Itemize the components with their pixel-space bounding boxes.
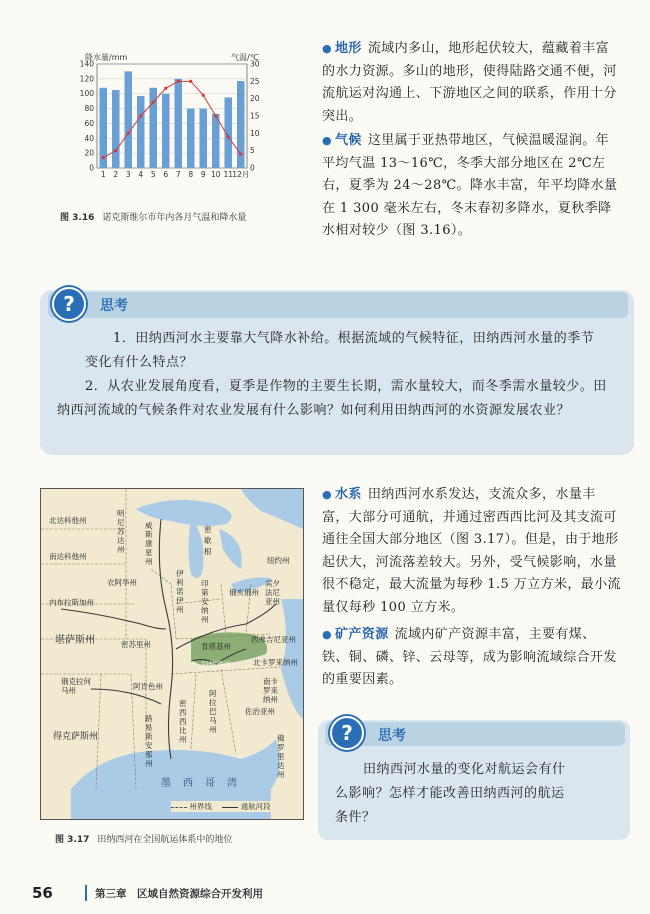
figure-316-title: 诺克斯维尔市年内各月气温和降水量 bbox=[102, 213, 247, 223]
bullet-icon: ● bbox=[322, 628, 332, 641]
state-label: 南达科他州 bbox=[49, 552, 87, 561]
temperature-point bbox=[214, 114, 217, 117]
climate-chart bbox=[75, 50, 275, 200]
state-label: 路易斯安那州 bbox=[145, 714, 153, 768]
x-tick-label: 2 bbox=[113, 170, 119, 179]
water-text: 田纳西河水系发达，支流众多，水量丰富，大部分可通航，并通过密西西比河及其支流可通往全国大部分地区（图 3.17）。但是，由于地形起伏大，河流落差较大。另外，受气候影响，水量很不稳定，最大流量为每秒 1.5 万立方米，最小流量仅每秒 100 立方米。 bbox=[322, 487, 621, 615]
chapter-title: 第三章 区域自然资源综合开发利用 bbox=[95, 888, 263, 900]
figure-317-title: 田纳西河在全国航运体系中的地位 bbox=[97, 835, 233, 845]
x-tick-label: 10 bbox=[210, 170, 221, 179]
temperature-point bbox=[152, 101, 155, 104]
x-tick-label: 11 bbox=[223, 170, 234, 179]
state-label: 内布拉斯加州 bbox=[49, 598, 94, 607]
temperature-point bbox=[227, 135, 230, 138]
state-label: 纽约州 bbox=[267, 556, 290, 565]
map-legend bbox=[171, 801, 271, 812]
right-tick-label: 30 bbox=[250, 59, 260, 69]
left-tick-label: 140 bbox=[79, 59, 94, 69]
state-label: 衣阿华州 bbox=[107, 578, 137, 587]
state-label: 俄克拉何马州 bbox=[61, 677, 91, 695]
bullet-icon: ● bbox=[322, 488, 332, 501]
precipitation-bar bbox=[187, 109, 195, 168]
state-label: 宾夕法尼亚州 bbox=[265, 579, 280, 606]
map-graphic bbox=[41, 489, 303, 819]
x-tick-label: 3 bbox=[125, 170, 131, 179]
right-tick-label: 10 bbox=[250, 128, 260, 138]
right-tick-label: 25 bbox=[250, 76, 260, 86]
state-label: 佐治亚州 bbox=[245, 707, 275, 716]
chart-right-axis-label: 气温/℃ bbox=[231, 53, 259, 62]
x-tick-label: 1 bbox=[100, 170, 106, 179]
footer-divider bbox=[85, 885, 87, 901]
x-tick-label: 4 bbox=[138, 170, 144, 179]
mineral-section bbox=[322, 624, 622, 692]
left-tick-label: 100 bbox=[79, 89, 94, 99]
state-label: 俄亥俄州 bbox=[229, 588, 259, 597]
figure-316-caption bbox=[60, 210, 246, 223]
think-box-1-title: 思考 bbox=[100, 298, 128, 314]
terrain-text: 流域内多山，地形起伏较大，蕴藏着丰富的水力资源。多山的地形，使得陆路交通不便，河流航运对沟通上、下游地区之间的联系，作用十分突出。 bbox=[322, 41, 617, 124]
temperature-point bbox=[239, 153, 242, 156]
left-tick-label: 80 bbox=[84, 104, 94, 114]
figure-317-caption bbox=[55, 832, 232, 845]
left-tick-label: 120 bbox=[79, 74, 94, 84]
think-question: 田纳西河水量的变化对航运会有什么影响？怎样才能改善田纳西河的航运条件？ bbox=[335, 762, 566, 825]
temperature-point bbox=[164, 87, 167, 90]
state-label: 威斯康星州 bbox=[145, 521, 153, 566]
temperature-point bbox=[202, 94, 205, 97]
state-label: 密歇根 bbox=[204, 525, 212, 556]
temperature-point bbox=[177, 80, 180, 83]
think-question-1: 1．田纳西河水主要靠大气降水补给。根据流域的气候特征，田纳西河水量的季节变化有什么特点？ bbox=[85, 331, 595, 370]
figure-316-number: 图 3.16 bbox=[60, 213, 95, 223]
legend-river-icon bbox=[222, 807, 238, 808]
temperature-point bbox=[114, 149, 117, 152]
state-label: 明尼苏达州 bbox=[117, 509, 125, 554]
water-heading: 水系 bbox=[335, 487, 362, 502]
think-box-2-title: 思考 bbox=[378, 728, 406, 744]
precipitation-bar bbox=[112, 90, 120, 168]
water-section bbox=[322, 484, 622, 619]
climate-heading: 气候 bbox=[335, 133, 362, 148]
terrain-heading: 地形 bbox=[335, 41, 362, 56]
chart-left-axis-label: 降水量/mm bbox=[85, 53, 128, 62]
x-tick-label: 12月 bbox=[232, 170, 250, 179]
x-tick-label: 5 bbox=[150, 170, 156, 179]
terrain-section bbox=[322, 38, 622, 128]
figure-317-number: 图 3.17 bbox=[55, 835, 90, 845]
mineral-heading: 矿产资源 bbox=[335, 627, 389, 642]
state-label: 南卡罗来纳州 bbox=[263, 677, 278, 704]
x-tick-label: 9 bbox=[200, 170, 206, 179]
x-tick-label: 6 bbox=[163, 170, 169, 179]
precipitation-bar bbox=[137, 96, 145, 168]
state-label: 阿肯色州 bbox=[133, 682, 163, 691]
state-label: 密苏里州 bbox=[121, 640, 151, 649]
state-label: 北达科他州 bbox=[49, 516, 87, 525]
right-tick-label: 5 bbox=[250, 146, 255, 156]
precipitation-bar bbox=[175, 79, 183, 168]
precipitation-bar bbox=[200, 109, 208, 168]
temperature-point bbox=[189, 80, 192, 83]
temperature-point bbox=[127, 132, 130, 135]
precipitation-bar bbox=[125, 71, 133, 168]
question-icon: ? bbox=[52, 287, 86, 321]
temperature-line bbox=[103, 81, 241, 157]
state-label: 北卡罗来纳州 bbox=[253, 658, 298, 667]
legend-state-line-icon bbox=[171, 807, 187, 808]
think-question-2: 2．从农业发展角度看，夏季是作物的主要生长期，需水量较大，而冬季需水量较少。田纳西河流域的气候条件对农业发展有什么影响？如何利用田纳西河的水资源发展农业？ bbox=[57, 379, 607, 418]
temperature-point bbox=[102, 156, 105, 159]
left-tick-label: 20 bbox=[84, 148, 94, 158]
state-label: 西弗吉尼亚州 bbox=[251, 635, 296, 644]
x-tick-label: 7 bbox=[175, 170, 181, 179]
state-label: 田纳西州 bbox=[201, 660, 231, 669]
right-tick-label: 20 bbox=[250, 94, 260, 104]
climate-section bbox=[322, 130, 622, 243]
climate-text: 这里属于亚热带地区，气候温暖湿润。年平均气温 13～16℃，冬季大部分地区在 2℃左右，夏季为 24～28℃。降水丰富，年平均降水量在 1 300 毫米左右，冬末春初多降水，夏秋季降水相对较少（图 3.16）。 bbox=[322, 133, 618, 238]
mineral-text: 流域内矿产资源丰富，主要有煤、铁、铜、磷、锌、云母等，成为影响流域综合开发的重要因素。 bbox=[322, 627, 617, 687]
state-label: 佛罗里达州 bbox=[277, 734, 285, 779]
legend-river: 通航河段 bbox=[240, 802, 271, 811]
state-label: 得克萨斯州 bbox=[53, 732, 99, 742]
precipitation-bar bbox=[162, 94, 170, 168]
state-label: 密西西比州 bbox=[179, 699, 187, 744]
bullet-icon: ● bbox=[322, 42, 332, 55]
bullet-icon: ● bbox=[322, 134, 332, 147]
navigation-map bbox=[40, 488, 304, 820]
left-tick-label: 0 bbox=[89, 163, 94, 173]
right-tick-label: 15 bbox=[250, 111, 260, 121]
temperature-point bbox=[139, 114, 142, 117]
left-tick-label: 40 bbox=[84, 133, 94, 143]
state-label: 印第安纳州 bbox=[201, 579, 209, 624]
think-box-2-header bbox=[325, 722, 625, 746]
state-label: 肯塔基州 bbox=[201, 642, 231, 651]
state-label: 伊利诺伊州 bbox=[176, 569, 184, 614]
think-box-1-header bbox=[48, 292, 628, 318]
state-label: 堪萨斯州 bbox=[55, 635, 95, 646]
left-tick-label: 60 bbox=[84, 118, 94, 128]
precipitation-bar bbox=[212, 114, 220, 168]
question-icon: ? bbox=[330, 716, 364, 750]
state-label: 阿拉巴马州 bbox=[209, 689, 217, 734]
sea-label: 墨西哥湾 bbox=[161, 778, 249, 789]
legend-state-line: 州界线 bbox=[189, 802, 212, 811]
x-tick-label: 8 bbox=[188, 170, 194, 179]
page-number: 56 bbox=[32, 884, 53, 902]
right-tick-label: 0 bbox=[250, 163, 255, 173]
